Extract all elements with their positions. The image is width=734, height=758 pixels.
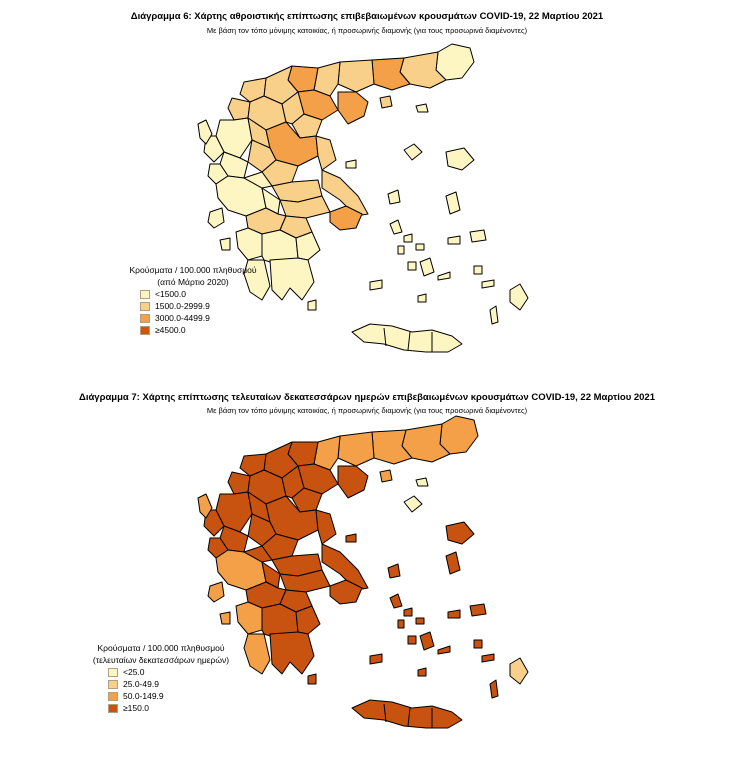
region-mykonos	[416, 244, 424, 250]
region-karpathos	[490, 306, 498, 324]
region-syros	[398, 246, 404, 254]
legend-item	[108, 678, 236, 690]
legend-swatch	[108, 668, 118, 677]
region-thrace-east	[440, 416, 478, 454]
legend-item	[108, 690, 236, 702]
region-samos	[470, 230, 486, 242]
region-kalymnos	[474, 640, 482, 648]
legend-swatch	[108, 704, 118, 713]
region-thasos	[380, 96, 392, 108]
region-ikaria	[448, 236, 460, 244]
region-kythira	[308, 300, 316, 310]
region-santorini	[418, 294, 426, 302]
map-panel-14day	[0, 380, 734, 758]
legend-swatch	[140, 302, 150, 311]
legend-label: 25.0-49.9	[123, 679, 159, 689]
region-zakynthos	[220, 238, 230, 250]
region-kefalonia	[208, 208, 224, 228]
region-magnesia	[316, 136, 336, 170]
legend-label: <1500.0	[155, 289, 186, 299]
legend-item	[140, 288, 268, 300]
legend-label: 3000.0-4499.9	[155, 313, 210, 323]
region-samos	[470, 604, 486, 616]
region-drama	[338, 432, 374, 466]
region-rhodes	[510, 658, 528, 684]
region-mykonos	[416, 618, 424, 624]
region-drama	[338, 60, 374, 92]
region-lesvos	[446, 522, 474, 544]
region-kefalonia	[208, 582, 224, 602]
region-naxos	[420, 258, 434, 276]
legend	[118, 264, 268, 336]
region-crete	[352, 700, 462, 728]
region-samothraki	[416, 104, 428, 112]
region-skyros	[388, 190, 400, 204]
legend-title: Κρούσματα / 100.000 πληθυσμού	[97, 643, 225, 653]
region-skiathos	[346, 160, 356, 168]
region-milos	[370, 654, 382, 664]
region-lakonia	[270, 258, 314, 300]
region-karpathos	[490, 680, 498, 698]
region-kos	[482, 280, 494, 288]
region-thasos	[380, 470, 392, 482]
region-kalymnos	[474, 266, 482, 274]
region-kythira	[308, 674, 316, 684]
region-syros	[398, 620, 404, 628]
map-title: Διάγραμμα 7: Χάρτης επίπτωσης τελευταίων δεκατεσσάρων ημερών επιβεβαιωμένων κρουσμάτων COVID-19, 22 Μαρτίου 2021	[78, 392, 655, 403]
region-magnesia	[316, 510, 336, 544]
legend-subtitle: (από Μάρτιο 2020)	[157, 277, 229, 287]
region-serres	[314, 436, 340, 470]
region-andros	[390, 594, 402, 608]
region-ilia	[236, 602, 262, 634]
legend-item	[140, 324, 268, 336]
legend-item	[108, 702, 236, 714]
region-paros	[408, 262, 416, 270]
region-zakynthos	[220, 612, 230, 624]
region-ilia	[236, 228, 262, 260]
region-samothraki	[416, 478, 428, 486]
legend-item	[108, 666, 236, 678]
region-santorini	[418, 668, 426, 676]
region-paros	[408, 636, 416, 644]
map-subtitle: Με βάση τον τόπο μόνιμης κατοικίας, ή προσωρινής διαμονής (για τους προσωρινά διαμένοντες)	[206, 406, 528, 415]
region-kastoria	[228, 98, 250, 120]
region-kastoria	[228, 472, 250, 494]
map-title: Διάγραμμα 6: Χάρτης αθροιστικής επίπτωσης επιβεβαιωμένων κρουσμάτων COVID-19, 22 Μαρτίου 2021	[130, 11, 604, 22]
legend-swatch	[140, 326, 150, 335]
region-andros	[390, 220, 402, 234]
legend-item	[140, 300, 268, 312]
legend-label: ≥150.0	[123, 703, 149, 713]
region-tinos	[404, 608, 412, 616]
legend-subtitle: (τελευταίων δεκατεσσάρων ημερών)	[92, 655, 230, 665]
legend-swatch	[140, 290, 150, 299]
legend-swatch	[140, 314, 150, 323]
legend-item	[140, 312, 268, 324]
region-ikaria	[448, 610, 460, 618]
region-messinia	[244, 634, 270, 674]
region-lakonia	[270, 632, 314, 674]
region-tinos	[404, 234, 412, 242]
region-naxos	[420, 632, 434, 650]
legend	[86, 642, 236, 714]
region-kos	[482, 654, 494, 662]
legend-swatch	[108, 692, 118, 701]
region-thrace-east	[436, 44, 474, 80]
legend-title: Κρούσματα / 100.000 πληθυσμού	[129, 265, 257, 275]
legend-label: <25.0	[123, 667, 145, 677]
legend-label: 1500.0-2999.9	[155, 301, 210, 311]
region-chios	[446, 192, 460, 214]
region-amorgos	[438, 646, 450, 654]
map-subtitle: Με βάση τον τόπο μόνιμης κατοικίας, ή προσωρινής διαμονής (για τους προσωρινά διαμένοντες)	[206, 26, 528, 35]
region-amorgos	[438, 272, 450, 280]
legend-swatch	[108, 680, 118, 689]
region-crete	[352, 324, 462, 352]
region-chios	[446, 552, 460, 574]
region-skyros	[388, 564, 400, 578]
legend-label: 50.0-149.9	[123, 691, 164, 701]
region-rhodes	[510, 284, 528, 310]
legend-label: ≥4500.0	[155, 325, 186, 335]
region-milos	[370, 280, 382, 290]
region-lemnos	[404, 496, 422, 512]
region-argolida	[296, 232, 320, 260]
region-chalkidiki	[338, 466, 368, 498]
region-chalkidiki	[338, 92, 368, 124]
region-argolida	[296, 606, 320, 634]
region-skiathos	[346, 534, 356, 542]
region-lesvos	[446, 148, 474, 170]
region-serres	[314, 62, 340, 96]
region-lemnos	[404, 144, 422, 160]
